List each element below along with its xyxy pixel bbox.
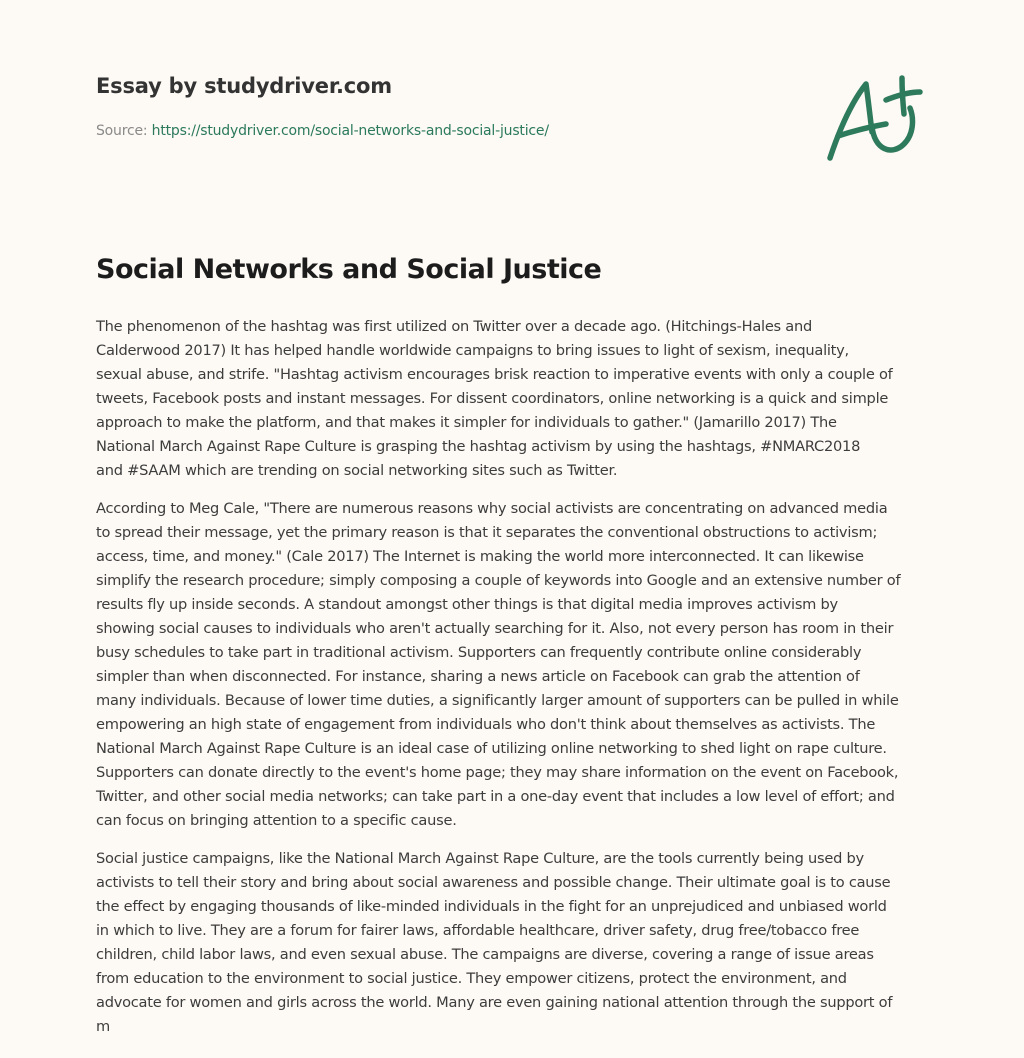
text-line: activists to tell their story and bring about social awareness and possible change. Their ultimate goal is to cause — [96, 874, 891, 891]
text-line: busy schedules to take part in traditional activism. Supporters can frequently contribute online considerably — [96, 644, 862, 661]
paragraph-3 — [96, 847, 932, 1039]
text-line: Calderwood 2017) It has helped handle worldwide campaigns to bring issues to light of sexism, inequality, — [96, 342, 849, 359]
site-title: Essay by studydriver.com — [96, 74, 392, 98]
text-line: m — [96, 1018, 110, 1035]
article-body — [96, 315, 932, 1053]
text-line: simplify the research procedure; simply composing a couple of keywords into Google and an extensive number of — [96, 572, 901, 589]
text-line: Social justice campaigns, like the National March Against Rape Culture, are the tools currently being used by — [96, 850, 864, 867]
text-line: According to Meg Cale, "There are numerous reasons why social activists are concentrating on advanced media — [96, 500, 888, 517]
text-line: simpler than when disconnected. For instance, sharing a news article on Facebook can grab the attention of — [96, 668, 860, 685]
text-line: tweets, Facebook posts and instant messages. For dissent coordinators, online networking is a quick and simple — [96, 390, 889, 407]
text-line: from education to the environment to social justice. They empower citizens, protect the environment, and — [96, 970, 847, 987]
text-line: can focus on bringing attention to a specific cause. — [96, 812, 457, 829]
text-line: The phenomenon of the hashtag was first utilized on Twitter over a decade ago. (Hitchings-Hales and — [96, 318, 813, 335]
text-line: to spread their message, yet the primary reason is that it separates the conventional obstructions to activism; — [96, 524, 878, 541]
text-line: approach to make the platform, and that makes it simpler for individuals to gather." (Jamarillo 2017) The — [96, 414, 837, 431]
text-line: many individuals. Because of lower time duties, a significantly larger amount of supporters can be pulled in while — [96, 692, 899, 709]
text-line: in which to live. They are a forum for fairer laws, affordable healthcare, driver safety, drug free/tobacco free — [96, 922, 860, 939]
paragraph-2 — [96, 497, 932, 833]
text-line: children, child labor laws, and even sexual abuse. The campaigns are diverse, covering a range of issue areas — [96, 946, 874, 963]
source-label: Source: — [96, 123, 148, 139]
paragraph-1 — [96, 315, 932, 483]
a-plus-grade-icon — [824, 68, 928, 164]
page-header — [96, 0, 932, 200]
text-line: Supporters can donate directly to the event's home page; they may share information on the event on Facebook, — [96, 764, 899, 781]
text-line: National March Against Rape Culture is grasping the hashtag activism by using the hashtags, #NMARC2018 — [96, 438, 861, 455]
source-link[interactable]: https://studydriver.com/social-networks-and-social-justice/ — [151, 123, 549, 139]
text-line: advocate for women and girls across the world. Many are even gaining national attention through the support of — [96, 994, 893, 1011]
text-line: results fly up inside seconds. A standout amongst other things is that digital media improves activism by — [96, 596, 838, 613]
text-line: the effect by engaging thousands of like-minded individuals in the fight for an unprejudiced and unbiased world — [96, 898, 887, 915]
text-line: and #SAAM which are trending on social networking sites such as Twitter. — [96, 462, 618, 479]
text-line: empowering an high state of engagement from individuals who don't think about themselves as activists. The — [96, 716, 876, 733]
text-line: showing social causes to individuals who aren't actually searching for it. Also, not every person has room in their — [96, 620, 894, 637]
text-line: National March Against Rape Culture is an ideal case of utilizing online networking to shed light on rape culture. — [96, 740, 887, 757]
essay-page — [96, 0, 932, 1035]
source-line — [96, 123, 549, 139]
text-line: Twitter, and other social media networks; can take part in a one-day event that includes a low level of effort; and — [96, 788, 895, 805]
text-line: sexual abuse, and strife. "Hashtag activism encourages brisk reaction to imperative events with only a couple of — [96, 366, 893, 383]
article-title: Social Networks and Social Justice — [96, 254, 602, 285]
text-line: access, time, and money." (Cale 2017) The Internet is making the world more interconnected. It can likewise — [96, 548, 864, 565]
